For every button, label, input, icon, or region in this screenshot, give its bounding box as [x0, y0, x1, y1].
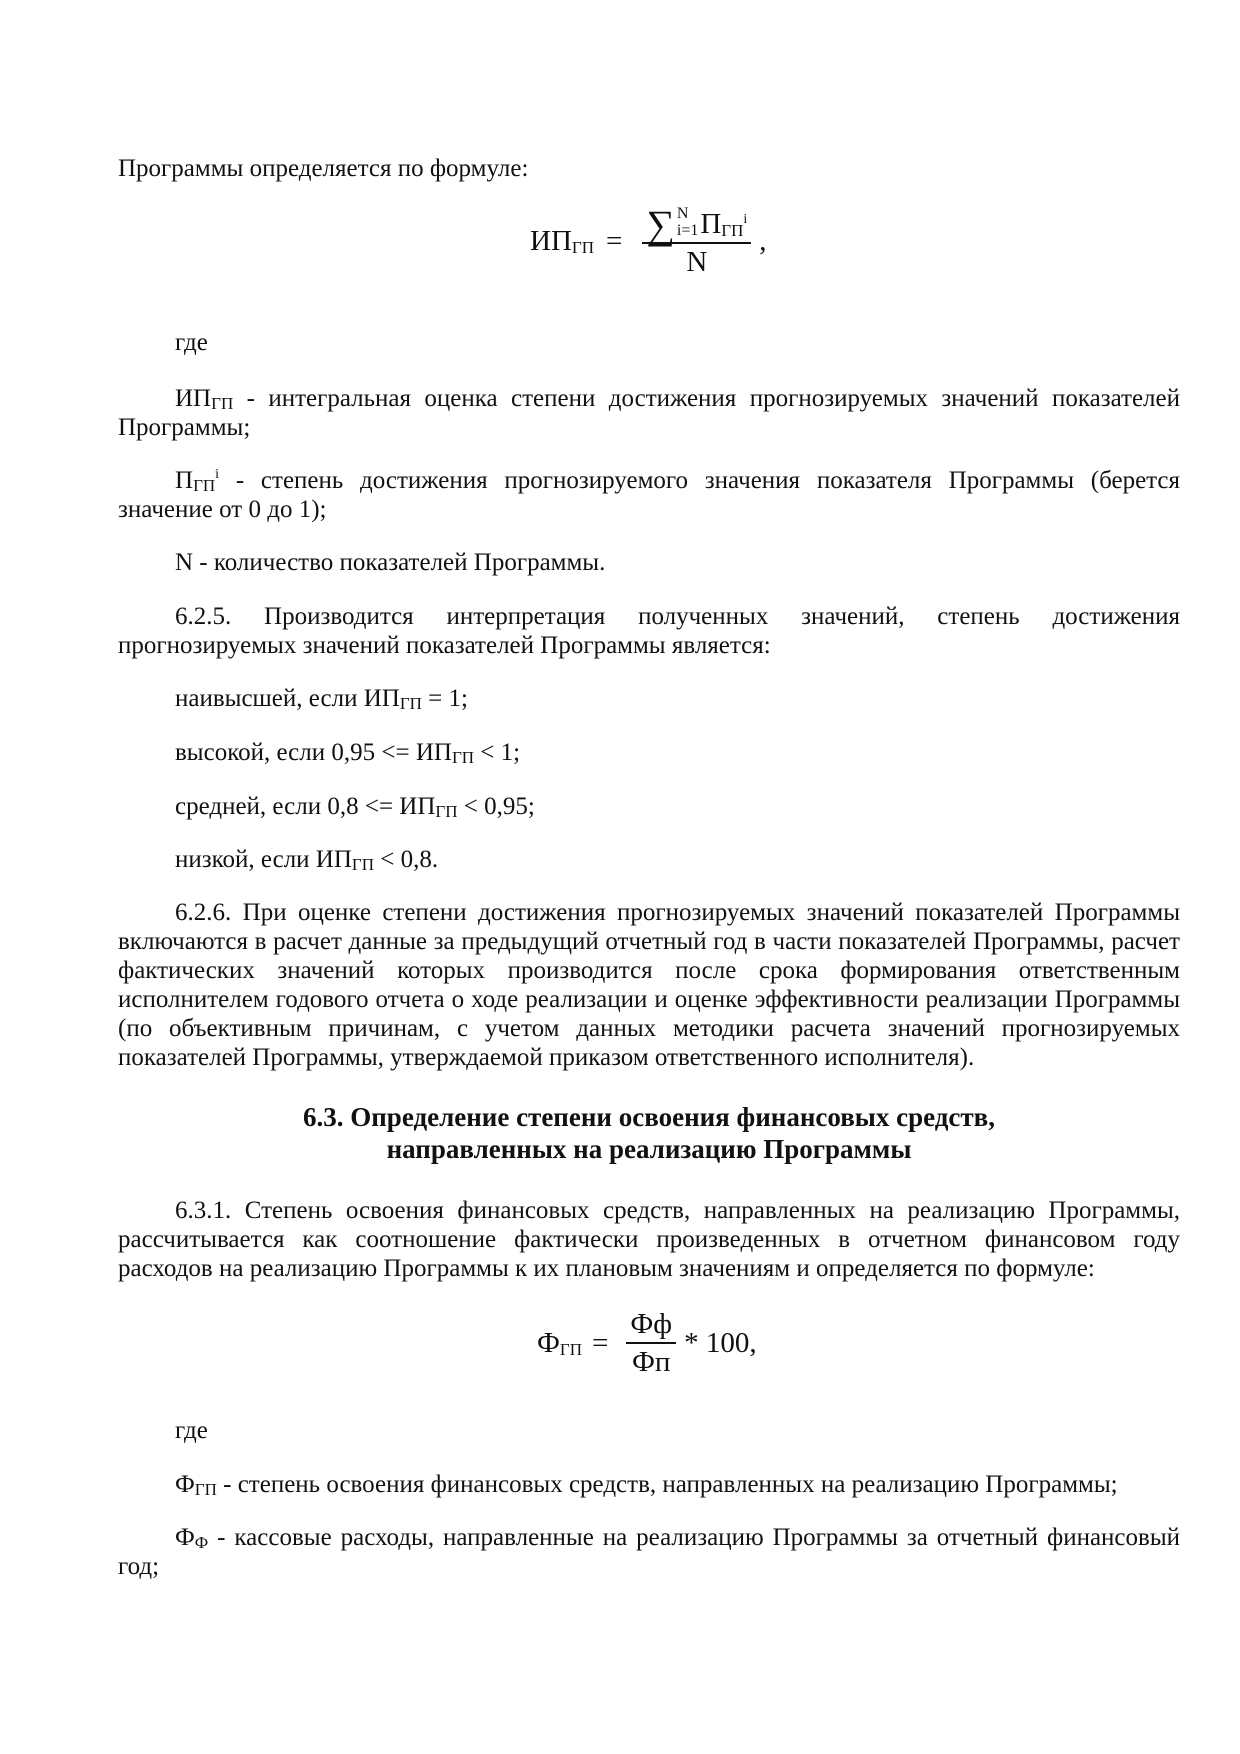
definition-cash-expenses: $Ф_Ф$ - кассовые расходы, направленные на реализацию Программы за отчетный финансовый год;: [118, 1524, 1180, 1580]
level-highest: наивысшей, если $ИП_{ГП} = 1$;: [175, 685, 468, 713]
level-high: высокой, если $0,95 <= ИП_{ГП} < 1$;: [175, 739, 521, 767]
equals-sign: =: [606, 224, 623, 257]
sum-symbol: ∑: [646, 202, 675, 247]
formula-lhs: $Ф_{ГП}$: [537, 1327, 583, 1359]
where-label: где: [175, 329, 208, 356]
formula-integral-score: [530, 202, 767, 278]
level-low: низкой, если $ИП_{ГП} < 0,8$.: [175, 846, 439, 874]
where-label-2: где: [175, 1417, 208, 1444]
fraction: [626, 1310, 676, 1377]
intro-text: Программы определяется по формуле:: [118, 155, 529, 182]
numerator: Фф: [626, 1310, 676, 1344]
equals-sign: =: [592, 1327, 609, 1359]
section-heading: [118, 1101, 1180, 1165]
definition-financial-degree: $Ф_{ГП}$ - степень освоения финансовых средств, направленных на реализацию Программы;: [175, 1471, 1118, 1499]
term: $П_{ГП}^i$: [700, 208, 748, 240]
formula-financial-degree: [537, 1310, 757, 1377]
denominator: N: [686, 246, 708, 278]
comma: ,: [759, 224, 767, 257]
heading-line-1: 6.3. Определение степени освоения финансовых средств,: [303, 1102, 995, 1132]
multiplier: * 100,: [684, 1327, 757, 1359]
paragraph-6-3-1: 6.3.1. Степень освоения финансовых средств, направленных на реализацию Программы, рассчитывается как соотношение фактически произведенных в отчетном финансовом году расходов на реализацию Программы к их плановым значениям и определяется по формуле:: [118, 1197, 1180, 1282]
paragraph-6-2-6: 6.2.6. При оценке степени достижения прогнозируемых значений показателей Программы включаются в расчет данные за предыдущий отчетный год в части показателей Программы, расчет фактических значений которых производится после срока формирования ответственным исполнителем годового отчета о ходе реализации и оценке эффективности реализации Программы (по объективным причинам, с учетом данных методики расчета значений прогнозируемых показателей Программы, утверждаемой приказом ответственного исполнителя).: [118, 899, 1180, 1071]
definition-integral-score: $ИП_{ГП}$ - интегральная оценка степени достижения прогнозируемых значений показателей Программы;: [118, 385, 1180, 441]
definition-n: N - количество показателей Программы.: [175, 549, 606, 576]
definition-indicator-degree: $П_{ГП}^i$ - степень достижения прогнозируемого значения показателя Программы (берется значение от 0 до 1);: [118, 467, 1180, 523]
formula-lhs: $ИП_{ГП}$: [530, 224, 594, 257]
level-medium: средней, если $0,8 <= ИП_{ГП} < 0,95$;: [175, 793, 535, 821]
sum-upper: N: [676, 205, 689, 222]
denominator: Фп: [632, 1346, 671, 1378]
sum-lower: i=1: [676, 222, 699, 239]
heading-line-2: направленных на реализацию Программы: [386, 1134, 912, 1164]
fraction: [642, 202, 751, 278]
paragraph-6-2-5: 6.2.5. Производится интерпретация полученных значений, степень достижения прогнозируемых значений показателей Программы является:: [118, 603, 1180, 659]
